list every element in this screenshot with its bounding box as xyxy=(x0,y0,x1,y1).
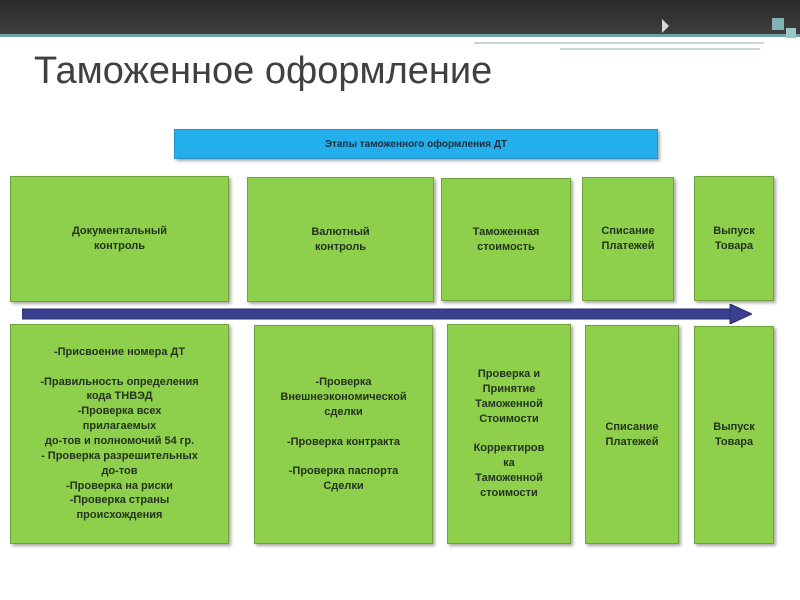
decor-line xyxy=(474,42,764,44)
detail-box-release: Выпуск Товара xyxy=(694,326,774,544)
stage-box-customs-value: Таможенная стоимость xyxy=(441,178,571,301)
stage-box-documentary: Документальный контроль xyxy=(10,176,229,302)
detail-box-currency: -Проверка Внешнеэкономической сделки -Проверка контракта -Проверка паспорта Сделки xyxy=(254,325,433,544)
detail-box-documentary: -Присвоение номера ДТ -Правильность определения кода ТНВЭД -Проверка всех прилагаемых до-тов и полномочий 54 гр. - Проверка разрешительных до-тов -Проверка на риски -Проверка страны происхождения xyxy=(10,324,229,544)
detail-box-customs-value: Проверка и Принятие Таможенной Стоимости Корректиров ка Таможенной стоимости xyxy=(447,324,571,544)
header-stripe xyxy=(0,34,800,37)
detail-box-payments: Списание Платежей xyxy=(585,325,679,544)
header-bar xyxy=(0,0,800,34)
timeline-arrow xyxy=(22,304,752,324)
stage-box-currency: Валютный контроль xyxy=(247,177,434,302)
page-title: Таможенное оформление xyxy=(34,50,493,92)
decor-square xyxy=(786,28,796,38)
stage-box-release: Выпуск Товара xyxy=(694,176,774,301)
stage-box-payments: Списание Платежей xyxy=(582,177,674,301)
decor-line xyxy=(560,48,760,50)
decor-triangle xyxy=(662,19,669,33)
stages-banner: Этапы таможенного оформления ДТ xyxy=(174,129,658,159)
decor-square xyxy=(772,18,784,30)
